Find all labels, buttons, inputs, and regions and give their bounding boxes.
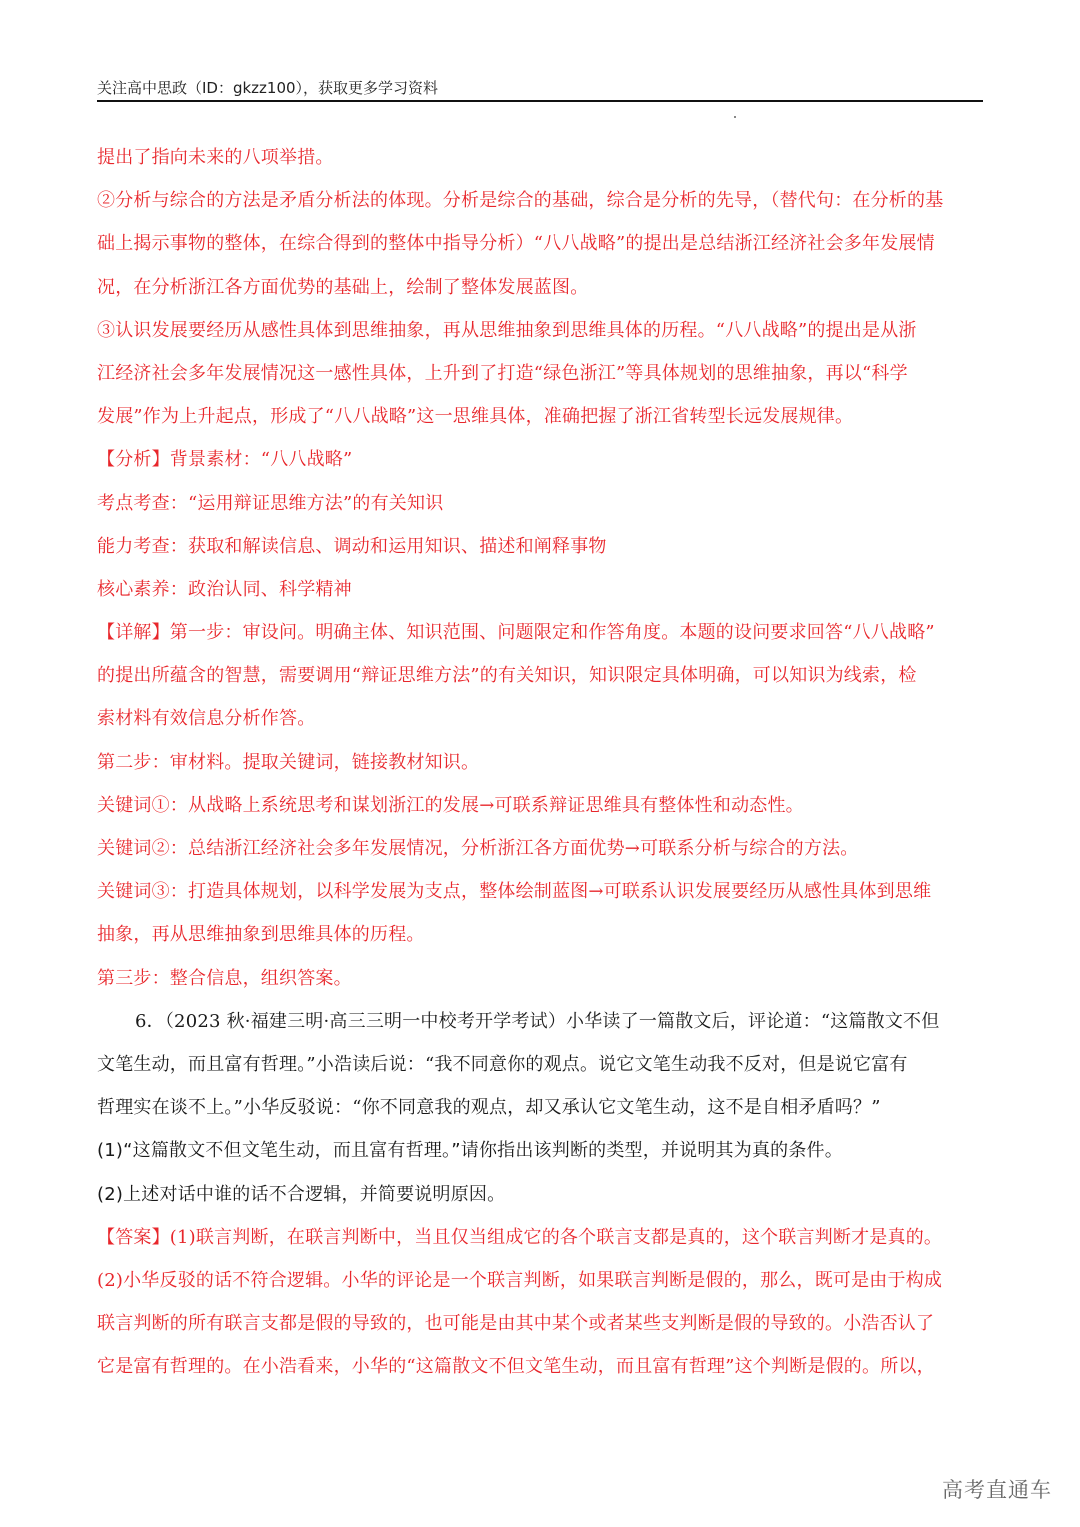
answer-line: 发展”作为上升起点，形成了“八八战略”这一思维具体，准确把握了浙江省转型长远发展规律。: [97, 406, 854, 428]
answer-line: ③认识发展要经历从感性具体到思维抽象，再从思维抽象到思维具体的历程。“八八战略”的提出是从浙: [97, 319, 917, 341]
question-line: 6．（2023 秋·福建三明·高三三明一中校考开学考试）小华读了一篇散文后，评论道：“这篇散文不但: [135, 1010, 940, 1032]
analysis-line: 能力考查：获取和解读信息、调动和运用知识、描述和阐释事物: [97, 535, 607, 557]
detail-line: 的提出所蕴含的智慧，需要调用“辩证思维方法”的有关知识，知识限定具体明确，可以知识为线索，检: [97, 665, 917, 687]
question-6: [97, 1000, 983, 1216]
answer-line: ②分析与综合的方法是矛盾分析法的体现。分析是综合的基础，综合是分析的先导，（替代句：在分析的基: [97, 190, 944, 212]
detail-line: 关键词①：从战略上系统思考和谋划浙江的发展→可联系辩证思维具有整体性和动态性。: [97, 794, 804, 816]
question-sub-2: (2)上述对话中谁的话不合逻辑，并简要说明原因。: [97, 1183, 506, 1205]
answer-line: 提出了指向未来的八项举措。: [97, 147, 334, 168]
question-line: 哲理实在谈不上。”小华反驳说：“你不同意我的观点，却又承认它文笔生动，这不是自相矛盾吗？”: [97, 1097, 881, 1119]
detail-line: 第二步：审材料。提取关键词，链接教材知识。: [97, 751, 480, 773]
answer-6: [97, 1216, 983, 1389]
answer-line: 江经济社会多年发展情况这一感性具体，上升到了打造“绿色浙江”等具体规划的思维抽象，再以“科学: [97, 362, 908, 384]
detail-line: 关键词③：打造具体规划，以科学发展为支点，整体绘制蓝图→可联系认识发展要经历从感性具体到思维: [97, 881, 932, 903]
answer6-line: 【答案】(1)联言判断，在联言判断中，当且仅当组成它的各个联言支都是真的，这个联言判断才是真的。: [97, 1226, 943, 1248]
stray-dot: [734, 116, 736, 118]
answer6-line: 它是富有哲理的。在小浩看来，小华的“这篇散文不但文笔生动，而且富有哲理”这个判断是假的。所以，: [97, 1356, 935, 1378]
detail-line: 第三步：整合信息，组织答案。: [97, 967, 352, 989]
question-sub-1: (1)“这篇散文不但文笔生动，而且富有哲理。”请你指出该判断的类型，并说明其为真的条件。: [97, 1140, 843, 1162]
answer6-line: 联言判断的所有联言支都是假的导致的，也可能是由其中某个或者某些支判断是假的导致的。小浩否认了: [97, 1313, 935, 1335]
answer6-line: (2)小华反驳的话不符合逻辑。小华的评论是一个联言判断，如果联言判断是假的，那么，既可是由于构成: [97, 1269, 943, 1291]
header-divider: [97, 100, 983, 102]
watermark: 高考直通车: [942, 1478, 1052, 1502]
analysis-line: 【分析】背景素材：“八八战略”: [97, 449, 353, 471]
detail-line: 关键词②：总结浙江经济社会多年发展情况，分析浙江各方面优势→可联系分析与综合的方法。: [97, 838, 859, 859]
analysis-line: 核心素养：政治认同、科学精神: [97, 578, 352, 600]
detail-line: 抽象，再从思维抽象到思维具体的历程。: [97, 924, 425, 946]
detail-line: 【详解】第一步：审设问。明确主体、知识范围、问题限定和作答角度。本题的设问要求回答“八八战略”: [97, 622, 935, 644]
answer-line: 础上揭示事物的整体，在综合得到的整体中指导分析）“八八战略”的提出是总结浙江经济社会多年发展情: [97, 233, 935, 255]
detail-line: 索材料有效信息分析作答。: [97, 708, 316, 730]
analysis-block: [97, 438, 983, 611]
question-line: 文笔生动，而且富有哲理。”小浩读后说：“我不同意你的观点。说它文笔生动我不反对，但是说它富有: [97, 1053, 908, 1075]
answer-line: 况，在分析浙江各方面优势的基础上，绘制了整体发展蓝图。: [97, 276, 589, 298]
analysis-line: 考点考查：“运用辩证思维方法”的有关知识: [97, 492, 444, 514]
previous-answer-block: [97, 136, 983, 438]
page-header: 关注高中思政（ID：gkzz100），获取更多学习资料: [97, 79, 439, 97]
document-body: [97, 136, 983, 1388]
detail-block: [97, 611, 983, 1000]
